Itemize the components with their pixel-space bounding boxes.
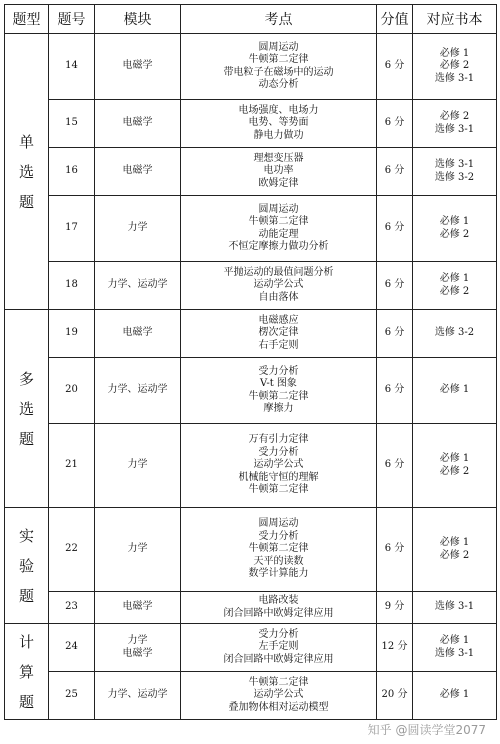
cell-line: 必修 1: [439, 453, 470, 464]
question-type-char: 实: [18, 526, 34, 545]
books-cell: [413, 358, 497, 424]
cell-line: 选修 3-2: [434, 171, 475, 183]
cell-line: 牛顿第二定律: [248, 216, 309, 227]
points-cell: [181, 310, 377, 358]
cell-line: 必修 2: [439, 285, 470, 297]
cell-line: 欧姆定律: [258, 177, 299, 189]
exam-analysis-table: [4, 4, 497, 720]
cell-line: 受力分析: [258, 365, 299, 377]
cell-line: 电磁学: [122, 327, 153, 339]
books-cell: [413, 592, 497, 624]
cell-line: 电路改装: [258, 595, 299, 606]
cell-line: 电势、等势面: [248, 117, 309, 129]
cell-line: 电磁学: [122, 165, 153, 177]
score-cell: 6 分: [377, 310, 413, 358]
header-books: 对应书本: [413, 5, 497, 34]
cell-line: 左手定则: [258, 641, 299, 653]
cell-line: 自由落体: [258, 291, 299, 303]
points-cell: [181, 100, 377, 148]
points-cell: [181, 624, 377, 672]
module-cell: [95, 100, 181, 148]
score-cell: 6 分: [377, 358, 413, 424]
points-cell: [181, 424, 377, 508]
score-cell: 12 分: [377, 624, 413, 672]
cell-line: 选修 3-2: [434, 327, 475, 339]
cell-line: 力学、运动学: [107, 689, 168, 701]
cell-line: 电磁学: [122, 647, 153, 659]
cell-line: 电磁学: [122, 60, 153, 72]
points-cell: [181, 262, 377, 310]
table-row: [5, 508, 497, 592]
cell-line: 电场强度、电场力: [238, 104, 319, 116]
question-type-cell: [5, 508, 49, 624]
cell-line: 不恒定摩擦力做功分析: [228, 241, 329, 252]
cell-line: 必修 2: [439, 111, 470, 122]
watermark: 知乎 @圆读学堂2077: [367, 723, 486, 737]
cell-line: 摩擦力: [263, 403, 294, 414]
cell-line: 牛顿第二定律: [248, 676, 309, 688]
header-module: 模块: [95, 5, 181, 34]
module-cell: [95, 424, 181, 508]
question-number-cell: 23: [49, 592, 95, 624]
cell-line: 机械能守恒的理解: [238, 471, 319, 483]
score-cell: 20 分: [377, 672, 413, 720]
cell-line: 受力分析: [258, 628, 299, 640]
cell-line: 受力分析: [258, 446, 299, 458]
score-cell: 6 分: [377, 424, 413, 508]
cell-line: 闭合回路中欧姆定律应用: [223, 607, 334, 619]
cell-line: 圆周运动: [258, 41, 299, 53]
cell-line: 力学: [127, 222, 148, 234]
cell-line: 必修 1: [439, 635, 470, 646]
score-cell: 6 分: [377, 100, 413, 148]
cell-line: 必修 1: [439, 273, 470, 284]
cell-line: 圆周运动: [258, 518, 299, 530]
cell-line: 必修 2: [439, 60, 470, 72]
cell-line: 右手定则: [258, 339, 299, 351]
question-type-cell: [5, 34, 49, 310]
cell-line: 静电力做功: [253, 129, 304, 141]
module-cell: [95, 196, 181, 262]
question-number-cell: 19: [49, 310, 95, 358]
cell-line: 运动学公式: [253, 279, 304, 291]
cell-line: V-t 图象: [260, 378, 297, 389]
module-cell: [95, 34, 181, 100]
cell-line: 选修 3-1: [434, 123, 475, 135]
question-number-cell: 22: [49, 508, 95, 592]
cell-line: 运动学公式: [253, 459, 304, 471]
cell-line: 牛顿第二定律: [248, 390, 309, 402]
points-cell: [181, 148, 377, 196]
cell-line: 数学计算能力: [248, 568, 309, 580]
points-cell: [181, 508, 377, 592]
question-number-cell: 20: [49, 358, 95, 424]
question-type-char: 算: [18, 662, 34, 681]
score-cell: 6 分: [377, 196, 413, 262]
points-cell: [181, 34, 377, 100]
header-points: 考点: [181, 5, 377, 34]
cell-line: 必修 1: [439, 384, 470, 396]
points-cell: [181, 358, 377, 424]
cell-line: 运动学公式: [253, 689, 304, 701]
cell-line: 叠加物体相对运动模型: [228, 701, 329, 713]
table-row: [5, 148, 497, 196]
points-cell: [181, 592, 377, 624]
question-type-char: 验: [18, 556, 34, 575]
score-cell: 6 分: [377, 508, 413, 592]
cell-line: 电功率: [263, 165, 294, 177]
question-type-char: 题: [18, 586, 34, 605]
module-cell: [95, 358, 181, 424]
cell-line: 必修 2: [439, 228, 470, 240]
books-cell: [413, 424, 497, 508]
table-row: [5, 196, 497, 262]
question-number-cell: 16: [49, 148, 95, 196]
header-number: 题号: [49, 5, 95, 34]
score-cell: 6 分: [377, 34, 413, 100]
question-type-char: 选: [18, 399, 34, 418]
question-type-char: 多: [18, 369, 34, 388]
score-cell: 6 分: [377, 148, 413, 196]
books-cell: [413, 100, 497, 148]
table-row: [5, 310, 497, 358]
module-cell: [95, 148, 181, 196]
question-type-cell: [5, 310, 49, 508]
books-cell: [413, 508, 497, 592]
table-row: [5, 34, 497, 100]
header-type: 题型: [5, 5, 49, 34]
question-type-char: 题: [18, 192, 34, 211]
score-cell: 9 分: [377, 592, 413, 624]
cell-line: 理想变压器: [253, 152, 304, 164]
books-cell: [413, 34, 497, 100]
cell-line: 力学、运动学: [107, 279, 168, 291]
cell-line: 电磁感应: [258, 314, 299, 326]
cell-line: 牛顿第二定律: [248, 54, 309, 65]
cell-line: 带电粒子在磁场中的运动: [223, 66, 334, 78]
cell-line: 必修 2: [439, 549, 470, 561]
cell-line: 力学、运动学: [107, 384, 168, 396]
books-cell: [413, 310, 497, 358]
cell-line: 力学: [127, 635, 148, 646]
question-type-char: 单: [18, 132, 34, 151]
table-row: [5, 624, 497, 672]
module-cell: [95, 624, 181, 672]
module-cell: [95, 592, 181, 624]
cell-line: 万有引力定律: [248, 434, 309, 446]
cell-line: 必修 2: [439, 465, 470, 477]
cell-line: 电磁学: [122, 601, 153, 613]
books-cell: [413, 624, 497, 672]
question-number-cell: 25: [49, 672, 95, 720]
points-cell: [181, 196, 377, 262]
question-type-char: 计: [18, 632, 34, 651]
table-row: [5, 262, 497, 310]
cell-line: 平抛运动的最值问题分析: [223, 266, 334, 278]
cell-line: 圆周运动: [258, 203, 299, 215]
books-cell: [413, 262, 497, 310]
module-cell: [95, 262, 181, 310]
table-row: [5, 100, 497, 148]
question-type-char: 题: [18, 429, 34, 448]
cell-line: 牛顿第二定律: [248, 543, 309, 555]
table-row: [5, 672, 497, 720]
question-number-cell: 17: [49, 196, 95, 262]
cell-line: 电磁学: [122, 117, 153, 129]
points-cell: [181, 672, 377, 720]
question-type-cell: [5, 624, 49, 720]
books-cell: [413, 672, 497, 720]
table-row: [5, 424, 497, 508]
cell-line: 力学: [127, 543, 148, 555]
table-row: [5, 358, 497, 424]
cell-line: 必修 1: [439, 537, 470, 548]
module-cell: [95, 672, 181, 720]
cell-line: 牛顿第二定律: [248, 484, 309, 496]
header-score: 分值: [377, 5, 413, 34]
cell-line: 必修 1: [439, 216, 470, 227]
cell-line: 选修 3-1: [434, 601, 475, 613]
cell-line: 必修 1: [439, 47, 470, 59]
question-type-char: 题: [18, 692, 34, 711]
cell-line: 选修 3-1: [434, 647, 475, 659]
question-number-cell: 21: [49, 424, 95, 508]
question-number-cell: 18: [49, 262, 95, 310]
cell-line: 受力分析: [258, 530, 299, 542]
cell-line: 楞次定律: [258, 327, 299, 339]
cell-line: 选修 3-1: [434, 159, 475, 170]
cell-line: 动态分析: [258, 79, 299, 90]
books-cell: [413, 196, 497, 262]
cell-line: 力学: [127, 459, 148, 471]
header-row: [5, 5, 497, 34]
module-cell: [95, 310, 181, 358]
cell-line: 选修 3-1: [434, 72, 475, 84]
score-cell: 6 分: [377, 262, 413, 310]
question-number-cell: 14: [49, 34, 95, 100]
question-number-cell: 24: [49, 624, 95, 672]
question-number-cell: 15: [49, 100, 95, 148]
cell-line: 闭合回路中欧姆定律应用: [223, 653, 334, 665]
module-cell: [95, 508, 181, 592]
books-cell: [413, 148, 497, 196]
cell-line: 天平的读数: [253, 555, 304, 567]
table-row: [5, 592, 497, 624]
cell-line: 必修 1: [439, 689, 470, 701]
question-type-char: 选: [18, 162, 34, 181]
cell-line: 动能定理: [258, 228, 299, 240]
